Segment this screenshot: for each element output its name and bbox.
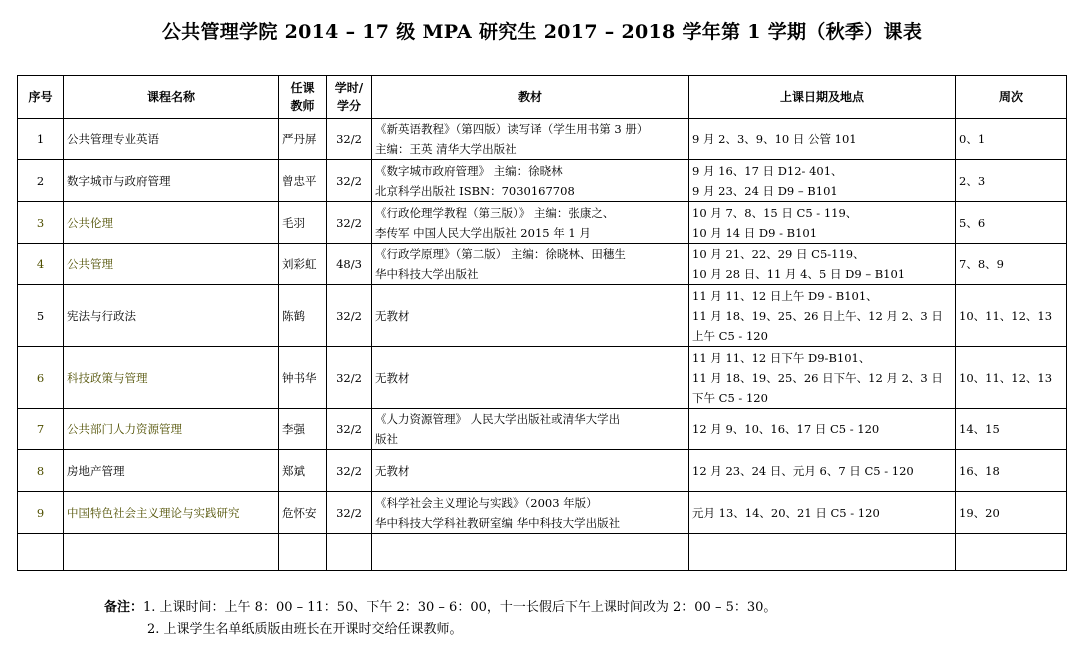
col-header-no: 序号 xyxy=(18,76,64,119)
notes-label: 备注： xyxy=(104,600,144,615)
col-header-schedule: 上课日期及地点 xyxy=(689,76,956,119)
table-row xyxy=(18,119,1067,160)
table-row-empty xyxy=(18,534,1067,571)
cell-course: 公共管理专业英语 xyxy=(64,119,279,160)
cell-course: 科技政策与管理 xyxy=(64,347,279,409)
cell-course: 公共部门人力资源管理 xyxy=(64,409,279,450)
cell-schedule: 9 月 16、17 日 D12- 401、 9 月 23、24 日 D9 – B101 xyxy=(689,160,956,202)
cell-no: 3 xyxy=(18,202,64,244)
cell-hours: 32/2 xyxy=(327,160,372,202)
cell-schedule: 9 月 2、3、9、10 日 公管 101 xyxy=(689,119,956,160)
cell-textbook: 无教材 xyxy=(372,450,689,492)
cell-course: 数字城市与政府管理 xyxy=(64,160,279,202)
cell-teacher: 危怀安 xyxy=(279,492,327,534)
cell-teacher: 李强 xyxy=(279,409,327,450)
cell-no: 2 xyxy=(18,160,64,202)
cell-empty xyxy=(18,534,64,571)
cell-hours: 32/2 xyxy=(327,347,372,409)
col-header-weeks: 周次 xyxy=(956,76,1067,119)
cell-teacher: 钟书华 xyxy=(279,347,327,409)
cell-textbook: 《行政伦理学教程（第三版）》 主编：张康之、 李传军 中国人民大学出版社 2015 年 1 月 xyxy=(372,202,689,244)
cell-empty xyxy=(327,534,372,571)
cell-course: 宪法与行政法 xyxy=(64,285,279,347)
cell-textbook: 《人力资源管理》 人民大学出版社或清华大学出 版社 xyxy=(372,409,689,450)
table-row xyxy=(18,244,1067,285)
cell-weeks: 19、20 xyxy=(956,492,1067,534)
cell-teacher: 郑斌 xyxy=(279,450,327,492)
cell-weeks: 0、1 xyxy=(956,119,1067,160)
cell-teacher: 严丹屏 xyxy=(279,119,327,160)
cell-teacher: 陈鹤 xyxy=(279,285,327,347)
cell-hours: 32/2 xyxy=(327,409,372,450)
cell-textbook: 《数字城市政府管理》 主编：徐晓林 北京科学出版社 ISBN：7030167708 xyxy=(372,160,689,202)
col-header-course: 课程名称 xyxy=(64,76,279,119)
cell-no: 1 xyxy=(18,119,64,160)
table-row xyxy=(18,492,1067,534)
cell-teacher: 曾忠平 xyxy=(279,160,327,202)
cell-schedule: 12 月 9、10、16、17 日 C5 - 120 xyxy=(689,409,956,450)
page-title: 公共管理学院 2014 – 17 级 MPA 研究生 2017 – 2018 学年第 1 学期（秋季）课表 xyxy=(161,21,923,43)
cell-no: 9 xyxy=(18,492,64,534)
cell-course: 中国特色社会主义理论与实践研究 xyxy=(64,492,279,534)
table-header-row xyxy=(18,76,1067,119)
cell-schedule: 元月 13、14、20、21 日 C5 - 120 xyxy=(689,492,956,534)
cell-hours: 32/2 xyxy=(327,492,372,534)
col-header-teacher: 任课 教师 xyxy=(279,76,327,119)
cell-no: 8 xyxy=(18,450,64,492)
cell-textbook: 《行政学原理》（第二版） 主编：徐晓林、田穗生 华中科技大学出版社 xyxy=(372,244,689,285)
note-item-2: 2. 上课学生名单纸质版由班长在开课时交给任课教师。 xyxy=(147,622,463,637)
note-item-1: 1. 上课时间：上午 8：00 – 11：50、下午 2：30 – 6：00，十一长假后下午上课时间改为 2：00 – 5：30。 xyxy=(143,600,777,615)
cell-schedule: 11 月 11、12 日下午 D9-B101、 11 月 18、19、25、26 日下午、12 月 2、3 日 下午 C5 - 120 xyxy=(689,347,956,409)
cell-weeks: 5、6 xyxy=(956,202,1067,244)
cell-schedule: 10 月 21、22、29 日 C5-119、 10 月 28 日、11 月 4、5 日 D9 – B101 xyxy=(689,244,956,285)
cell-course: 公共伦理 xyxy=(64,202,279,244)
table-row xyxy=(18,450,1067,492)
cell-weeks: 16、18 xyxy=(956,450,1067,492)
table-row xyxy=(18,160,1067,202)
cell-hours: 48/3 xyxy=(327,244,372,285)
col-header-hours: 学时/ 学分 xyxy=(327,76,372,119)
cell-hours: 32/2 xyxy=(327,450,372,492)
notes-line-1 xyxy=(104,597,776,619)
cell-teacher: 刘彩虹 xyxy=(279,244,327,285)
cell-hours: 32/2 xyxy=(327,202,372,244)
cell-schedule: 11 月 11、12 日上午 D9 - B101、 11 月 18、19、25、26 日上午、12 月 2、3 日 上午 C5 - 120 xyxy=(689,285,956,347)
col-header-textbook: 教材 xyxy=(372,76,689,119)
cell-weeks: 10、11、12、13 xyxy=(956,347,1067,409)
cell-teacher: 毛羽 xyxy=(279,202,327,244)
cell-weeks: 14、15 xyxy=(956,409,1067,450)
cell-weeks: 10、11、12、13 xyxy=(956,285,1067,347)
cell-textbook: 无教材 xyxy=(372,285,689,347)
cell-empty xyxy=(956,534,1067,571)
cell-course: 房地产管理 xyxy=(64,450,279,492)
cell-empty xyxy=(64,534,279,571)
cell-no: 5 xyxy=(18,285,64,347)
schedule-table xyxy=(17,75,1067,571)
cell-hours: 32/2 xyxy=(327,285,372,347)
cell-weeks: 2、3 xyxy=(956,160,1067,202)
cell-no: 4 xyxy=(18,244,64,285)
cell-no: 6 xyxy=(18,347,64,409)
table-row xyxy=(18,285,1067,347)
cell-schedule: 10 月 7、8、15 日 C5 - 119、 10 月 14 日 D9 - B101 xyxy=(689,202,956,244)
cell-textbook: 无教材 xyxy=(372,347,689,409)
cell-empty xyxy=(689,534,956,571)
cell-hours: 32/2 xyxy=(327,119,372,160)
cell-schedule: 12 月 23、24 日、元月 6、7 日 C5 - 120 xyxy=(689,450,956,492)
notes xyxy=(104,597,776,641)
cell-textbook: 《新英语教程》（第四版）读写译（学生用书第 3 册） 主编：王英 清华大学出版社 xyxy=(372,119,689,160)
cell-empty xyxy=(372,534,689,571)
table-row xyxy=(18,202,1067,244)
cell-no: 7 xyxy=(18,409,64,450)
cell-textbook: 《科学社会主义理论与实践》（2003 年版） 华中科技大学科社教研室编 华中科技大学出版社 xyxy=(372,492,689,534)
cell-course: 公共管理 xyxy=(64,244,279,285)
table-row xyxy=(18,347,1067,409)
cell-empty xyxy=(279,534,327,571)
table-row xyxy=(18,409,1067,450)
cell-weeks: 7、8、9 xyxy=(956,244,1067,285)
